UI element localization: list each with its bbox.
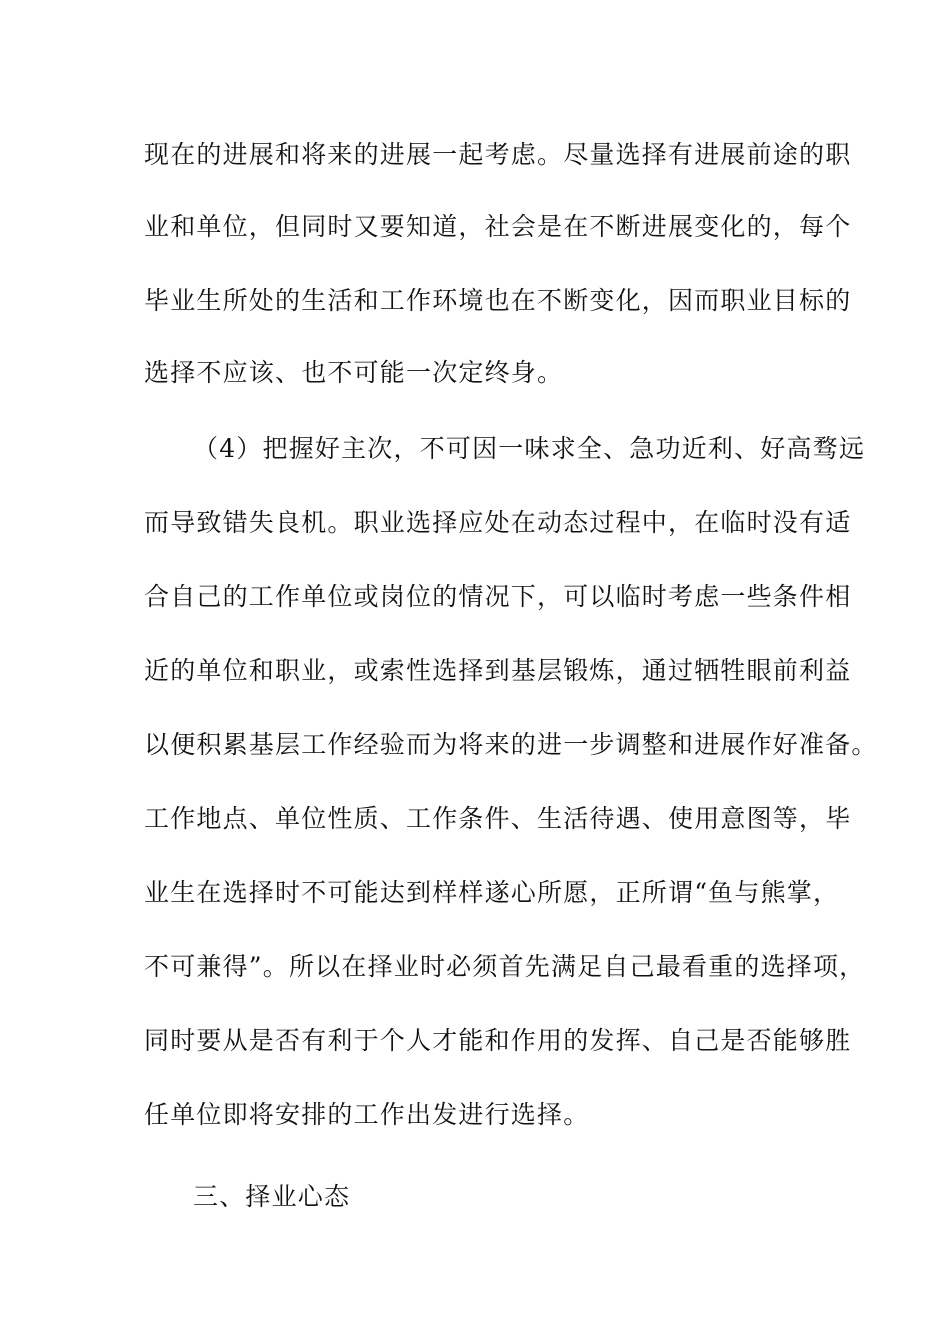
- paragraph-line: 同时要从是否有利于个人才能和作用的发挥、自己是否能够胜: [144, 1026, 852, 1055]
- paragraph-line: 而导致错失良机。职业选择应处在动态过程中，在临时没有适: [144, 508, 852, 537]
- paragraph-line: 工作地点、单位性质、工作条件、生活待遇、使用意图等，毕: [144, 804, 852, 833]
- paragraph-line: 不可兼得”。所以在择业时必须首先满足自己最看重的选择项，: [144, 952, 866, 981]
- paragraph-line: 毕业生所处的生活和工作环境也在不断变化，因而职业目标的: [144, 286, 852, 315]
- paragraph-line: 现在的进展和将来的进展一起考虑。尽量选择有进展前途的职: [144, 140, 852, 169]
- paragraph-line: 以便积累基层工作经验而为将来的进一步调整和进展作好准备。: [144, 730, 878, 759]
- paragraph-line: 任单位即将安排的工作出发进行选择。: [144, 1100, 590, 1129]
- paragraph-line: 业生在选择时不可能达到样样遂心所愿，正所谓“鱼与熊掌，: [144, 878, 840, 907]
- paragraph-line-indented: （4）把握好主次，不可因一味求全、急功近利、好高骛远: [193, 434, 866, 463]
- paragraph-line: 业和单位，但同时又要知道，社会是在不断进展变化的，每个: [144, 212, 852, 241]
- paragraph-line: 近的单位和职业，或索性选择到基层锻炼，通过牺牲眼前利益: [144, 656, 852, 685]
- paragraph-line: 选择不应该、也不可能一次定终身。: [144, 358, 564, 387]
- paragraph-line: 合自己的工作单位或岗位的情况下，可以临时考虑一些条件相: [144, 582, 852, 611]
- section-heading: 三、择业心态: [193, 1182, 351, 1211]
